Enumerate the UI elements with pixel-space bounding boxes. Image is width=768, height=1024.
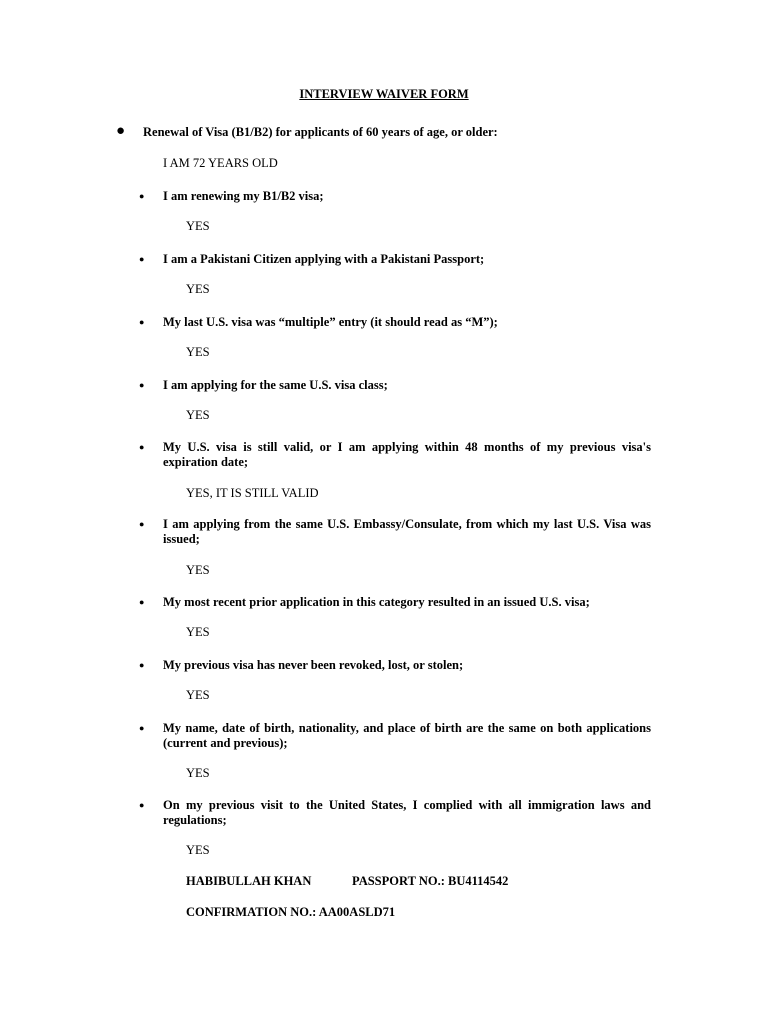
item-question: I am applying from the same U.S. Embassy/Consulate, from which my last U.S. Visa was issued; [163,517,651,546]
main-bullet-icon: ● [116,123,126,139]
item-answer: YES [186,219,210,233]
bullet-icon: ● [139,597,145,607]
bullet-icon: ● [139,317,145,327]
item-question: My U.S. visa is still valid, or I am applying within 48 months of my previous visa's expiration date; [163,440,651,469]
item-answer: YES [186,688,210,702]
bullet-icon: ● [139,191,145,201]
applicant-name: HABIBULLAH KHAN [186,874,312,888]
bullet-icon: ● [139,380,145,390]
item-question: I am renewing my B1/B2 visa; [163,189,324,203]
form-title: INTERVIEW WAIVER FORM [299,87,469,101]
item-question: My previous visa has never been revoked, lost, or stolen; [163,658,464,672]
bullet-icon: ● [139,723,145,733]
item-question: My name, date of birth, nationality, and place of birth are the same on both applications (current and previous); [163,721,651,750]
item-answer: YES [186,563,210,577]
item-answer: YES [186,282,210,296]
bullet-icon: ● [139,660,145,670]
item-answer: YES [186,345,210,359]
item-answer: YES [186,766,210,780]
bullet-icon: ● [139,519,145,529]
item-question: My last U.S. visa was “multiple” entry (it should read as “M”); [163,315,498,329]
item-answer: YES [186,843,210,857]
item-question: I am applying for the same U.S. visa class; [163,378,388,392]
item-question: My most recent prior application in this category resulted in an issued U.S. visa; [163,595,590,609]
bullet-icon: ● [139,442,145,452]
item-answer: YES [186,408,210,422]
item-answer: YES, IT IS STILL VALID [186,486,319,500]
item-question: On my previous visit to the United States, I complied with all immigration laws and regulations; [163,798,651,827]
bullet-icon: ● [139,254,145,264]
confirmation-number: CONFIRMATION NO.: AA00ASLD71 [186,905,396,919]
age-answer: I AM 72 YEARS OLD [163,156,278,170]
item-question: I am a Pakistani Citizen applying with a Pakistani Passport; [163,252,485,266]
item-answer: YES [186,625,210,639]
passport-number: PASSPORT NO.: BU4114542 [352,874,509,888]
bullet-icon: ● [139,800,145,810]
main-bullet-text: Renewal of Visa (B1/B2) for applicants of 60 years of age, or older: [143,125,498,139]
